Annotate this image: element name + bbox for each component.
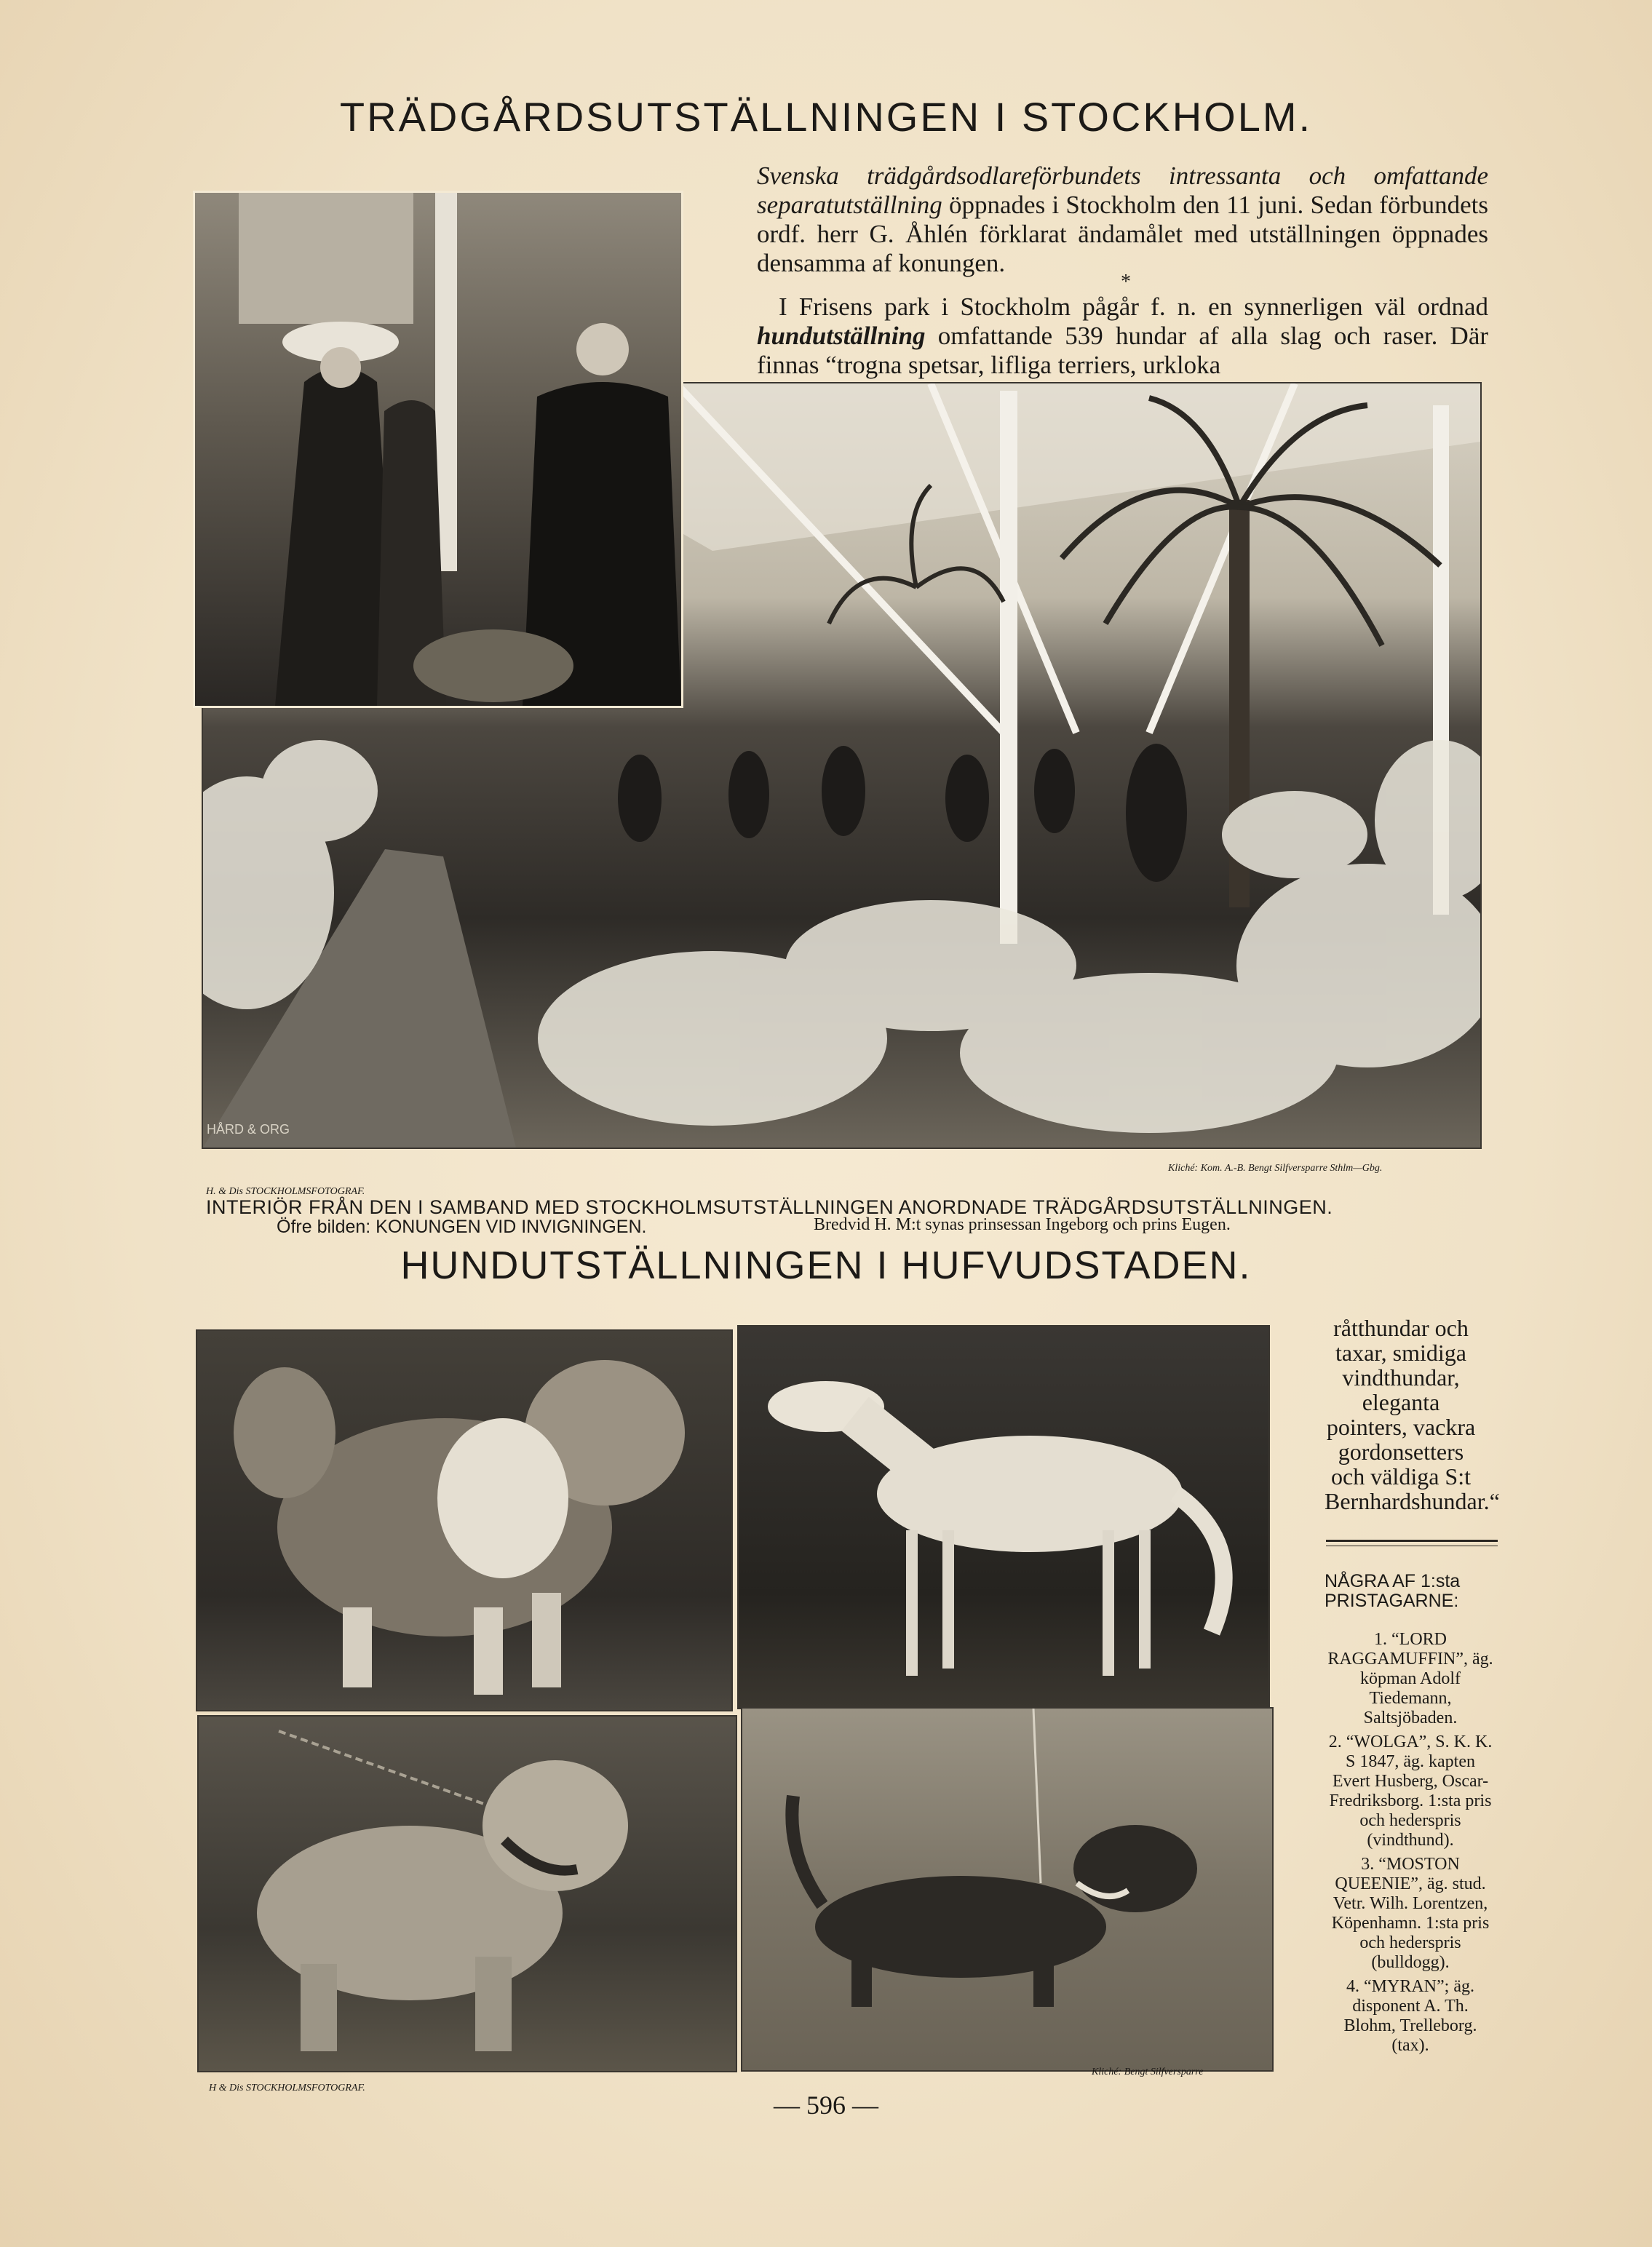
- dog-article-continuation: råtthundar och taxar, smidiga vindthundar, eleganta pointers, vackra gordonsetters och väldiga S:t Bernhardshundar.“: [1325, 1315, 1500, 1514]
- intro-separator: *: [1121, 271, 1131, 293]
- dog-bulldog-photo: [197, 1715, 737, 2072]
- article-title-garden: TRÄDGÅRDSUTSTÄLLNINGEN I STOCKHOLM.: [339, 94, 1313, 140]
- article-title-dogs: HUNDUTSTÄLLNINGEN I HUFVUDSTADEN.: [400, 1244, 1252, 1287]
- interior-caption-line2a: Öfre bilden: KONUNGEN VID INVIGNINGEN.: [277, 1217, 647, 1237]
- bulldog-illustration: [199, 1717, 736, 2071]
- dachshund-illustration: [742, 1709, 1272, 2070]
- borzoi-illustration: [739, 1327, 1268, 1708]
- prize-list: [1326, 1630, 1495, 2056]
- prize-heading: NÅGRA AF 1:sta PRISTAGARNE:: [1325, 1571, 1461, 1611]
- interior-caption-line2b: Bredvid H. M:t synas prinsessan Ingeborg och prins Eugen.: [814, 1215, 1231, 1234]
- cliche-credit-2: Kliché: Bengt Silfversparre: [1092, 2067, 1204, 2077]
- prize-item-1: 1. “LORD RAGGAMUFFIN”, äg. köpman Adolf Tiedemann, Saltsjöbaden.: [1327, 1630, 1493, 1727]
- intro-rest: öppnades i Stockholm den 11 juni. Sedan förbundets ordf. herr G. Åhlén förklarat ändamålet med utställningen öppnades densamma af konungen.: [757, 191, 1488, 277]
- king-inauguration-illustration: [195, 193, 681, 706]
- photographer-credit-1: H. & Dis STOCKHOLMSFOTOGRAF.: [206, 1186, 365, 1197]
- dog-intro-emphasis: hundutställning: [757, 322, 926, 350]
- intro-emphasis: Svenska trädgårdsodlareförbundets intressanta och omfattande separatutställning: [757, 162, 1488, 219]
- cliche-credit-1: Kliché: Kom. A.-B. Bengt Silfversparre Sthlm—Gbg.: [1168, 1163, 1383, 1174]
- dog-intro-rest: omfattande 539 hundar af alla slag och raser. Där finnas “trogna spetsar, lifliga terriers, urkloka: [757, 322, 1489, 379]
- prize-item-2: 2. “WOLGA”, S. K. K. S 1847, äg. kapten Evert Husberg, Oscar-Fredriksborg. 1:sta pris och hederspris (vindthund).: [1328, 1733, 1493, 1850]
- photographer-credit-2: H & Dis STOCKHOLMSFOTOGRAF.: [209, 2083, 365, 2093]
- dog-dachshund-photo: [741, 1707, 1274, 2072]
- prize-item-4: 4. “MYRAN”; äg. disponent A. Th. Blohm, Trelleborg. (tax).: [1343, 1977, 1477, 2055]
- column-rule-top: [1326, 1540, 1498, 1542]
- prize-item-3: 3. “MOSTON QUEENIE”, äg. stud. Vetr. Wilh. Lorentzen, Köpenhamn. 1:sta pris och hederspris (bulldogg).: [1331, 1855, 1490, 1972]
- photo-watermark: HÅRD & ORG: [207, 1122, 290, 1137]
- article-dog-intro-text: [757, 293, 1488, 380]
- dog-collie-photo: [196, 1329, 733, 1711]
- interior-caption-line1: INTERIÖR FRÅN DEN I SAMBAND MED STOCKHOLMSUTSTÄLLNINGEN ANORDNADE TRÄDGÅRDSUTSTÄLLNINGEN.: [206, 1196, 1333, 1218]
- king-inauguration-photo: [193, 191, 683, 708]
- article-intro-text: [757, 162, 1488, 278]
- collie-illustration: [197, 1331, 731, 1710]
- dog-intro-start: I Frisens park i Stockholm pågår f. n. en synnerligen väl ordnad: [779, 293, 1488, 321]
- dog-borzoi-photo: [737, 1325, 1270, 1709]
- page-number: — 596 —: [774, 2091, 878, 2120]
